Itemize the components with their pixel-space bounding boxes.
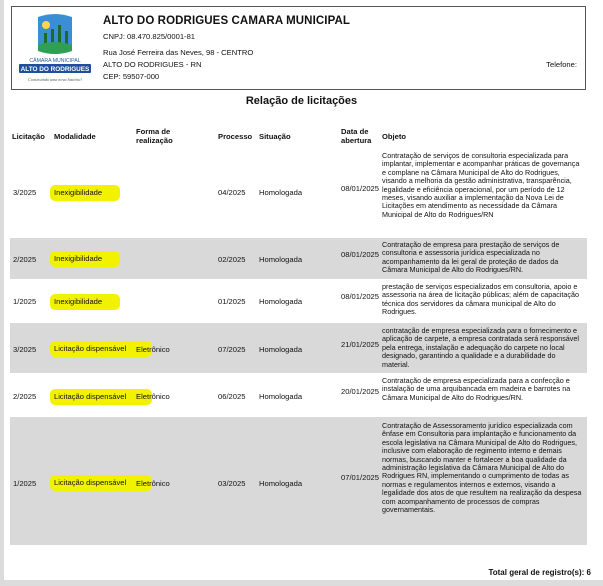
highlight-marker: Licitação dispensável	[50, 341, 152, 357]
cell-data: 20/01/2025	[341, 387, 380, 396]
cell-situacao: Homologada	[259, 345, 303, 354]
cell-forma: Eletrônico	[136, 392, 170, 401]
cell-data: 08/01/2025	[341, 184, 380, 193]
cell-licitacao: 3/2025	[13, 345, 37, 354]
highlight-marker: Inexigibilidade	[50, 251, 120, 267]
cell-situacao: Homologada	[259, 392, 303, 401]
total-records: Total geral de registro(s): 6	[488, 568, 591, 577]
cell-forma: Eletrônico	[136, 345, 170, 354]
cell-forma: Eletrônico	[136, 479, 170, 488]
col-forma: Forma de realização	[136, 127, 173, 145]
cell-licitacao: 1/2025	[13, 479, 37, 488]
table-row	[10, 417, 587, 545]
cep: CEP: 59507-000	[103, 72, 160, 81]
cell-licitacao: 2/2025	[13, 255, 37, 264]
svg-text:ALTO DO RODRIGUES: ALTO DO RODRIGUES	[20, 66, 90, 73]
svg-text:Construindo uma nova história!: Construindo uma nova história!	[28, 77, 82, 82]
phone-label: Telefone:	[546, 60, 577, 69]
cell-processo: 06/2025	[218, 392, 246, 401]
col-licitacao: Licitação	[12, 132, 45, 141]
page-edge	[0, 0, 4, 586]
cell-modalidade	[54, 297, 120, 306]
cell-situacao: Homologada	[259, 297, 303, 306]
table-row	[10, 281, 587, 321]
city: ALTO DO RODRIGUES - RN	[103, 60, 202, 69]
cell-data: 07/01/2025	[341, 473, 380, 482]
cell-data: 21/01/2025	[341, 340, 380, 349]
table-row	[10, 238, 587, 279]
cell-processo: 03/2025	[218, 479, 246, 488]
highlight-marker: Licitação dispensável	[50, 389, 152, 405]
cell-data: 08/01/2025	[341, 292, 380, 301]
cell-situacao: Homologada	[259, 188, 303, 197]
col-objeto: Objeto	[382, 132, 407, 141]
cell-objeto: Contratação de empresa especializada para a confecção e instalação de uma arquibancada em madeira e barrotes na Câmara Municipal de Alto do Rodrigues/RN.	[382, 376, 571, 402]
col-modalidade: Modalidade	[54, 132, 96, 141]
highlight-marker: Inexigibilidade	[50, 294, 120, 310]
page-footer-edge	[0, 580, 603, 586]
table-row	[10, 375, 587, 415]
org-name: ALTO DO RODRIGUES CAMARA MUNICIPAL	[103, 15, 351, 27]
cell-licitacao: 1/2025	[13, 297, 37, 306]
cell-data: 08/01/2025	[341, 250, 380, 259]
cell-processo: 07/2025	[218, 345, 246, 354]
col-processo: Processo	[218, 132, 253, 141]
cell-processo: 02/2025	[218, 255, 246, 264]
cell-objeto: prestação de serviços especializados em consultoria, apoio e assessoria na área de licitação públicas; além de capacitação técnica dos servidores da câmara municipal de Alto do Rodrigues.	[382, 282, 579, 317]
table-row	[10, 323, 587, 373]
cell-objeto: Contratação de empresa para prestação de serviços de consultoria e assessoria jurídica especializada no acompanhamento da lei geral de proteção de dados da Câmara Municipal de Alto do Rodrigues/RN.	[382, 240, 560, 275]
cell-objeto: contratação de empresa especializada para o fornecimento e aplicação de carpete, a empresa contratada será responsável pela entrega, instalação e adequação do carpete no local designado, garantindo a qualidade e a durabilidade do material.	[382, 326, 579, 369]
col-data: Data de abertura	[341, 127, 372, 145]
svg-text:CÂMARA MUNICIPAL: CÂMARA MUNICIPAL	[29, 58, 81, 64]
cell-modalidade	[54, 188, 120, 197]
address: Rua José Ferreira das Neves, 98 - CENTRO	[103, 48, 254, 57]
cell-objeto: Contratação de serviços de consultoria especializada para implantar, implementar e acompanhar práticas de governança e complane na Câmara Municipal de Alto do Rodrigues, visando a melhoria da gestão administrativa, transparência, legalidade e eficiência operacional, por um período de 12 meses, visando auxiliar a implementação da Nova Lei de Licitações em atendimento as necessidade da Câmara Municipal de Alto do Rodrigues/RN	[382, 151, 580, 219]
cell-modalidade	[54, 254, 120, 263]
report-title: Relação de licitações	[245, 95, 358, 107]
cell-processo: 01/2025	[218, 297, 246, 306]
cell-licitacao: 2/2025	[13, 392, 37, 401]
cell-situacao: Homologada	[259, 479, 303, 488]
cell-situacao: Homologada	[259, 255, 303, 264]
cell-licitacao: 3/2025	[13, 188, 37, 197]
cnpj: CNPJ: 08.470.825/0001-81	[103, 32, 196, 41]
cell-processo: 04/2025	[218, 188, 246, 197]
col-situacao: Situação	[259, 132, 291, 141]
table-row	[10, 149, 587, 236]
highlight-marker: Licitação dispensável	[50, 475, 152, 491]
camara-logo	[14, 11, 96, 87]
highlight-marker: Inexigibilidade	[50, 185, 120, 201]
report-header	[11, 6, 586, 90]
cell-objeto: Contratação de Assessoramento jurídico especializada com ênfase em Consultoria para implantação e funcionamento da escola legislativa na Câmara Municipal de Alto do Rodrigues, inclusive com elaboração de regimento interno e demais normas, buscando manter e fortalecer a boa qualidade da administração legislativa da Câmara Municipal de Alto do Rodrigues RN, implementando o cumprimento de todas as normas e regulamentos internos e externos, visando a legalidade dos atos de que resultem na realização da despesa com acompanhamento de processos de compras governamentais.	[382, 421, 582, 515]
